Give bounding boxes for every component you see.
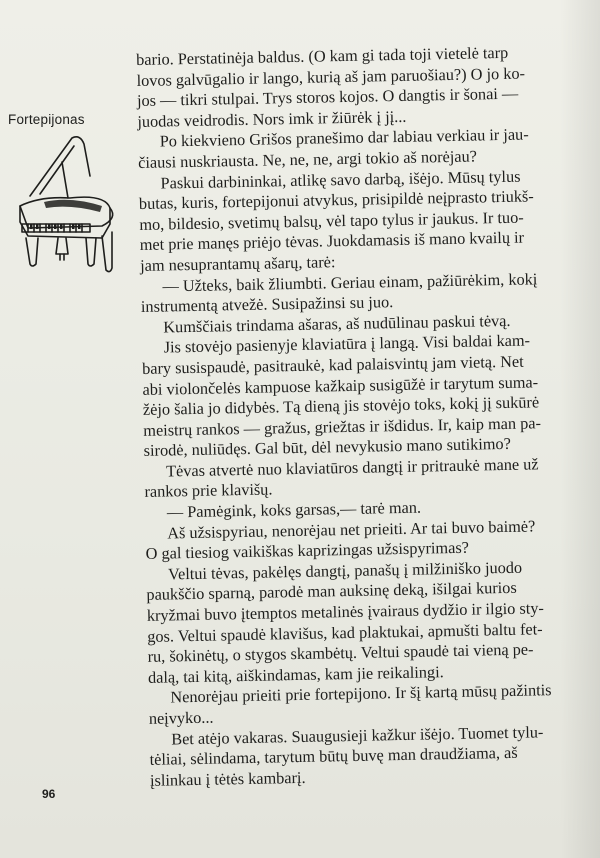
text-line: Veltui tėvas, pakėlęs dangtį, panašų į milžiniško juodo (167, 557, 523, 584)
text-line: rankos prie klavišų. (144, 479, 273, 502)
text-line: Tėvas atvertė nuo klaviatūros dangtį ir pritraukė mane už (165, 454, 539, 481)
text-line: neįvyko... (148, 707, 214, 728)
margin-label: Fortepijonas (8, 112, 85, 127)
text-line: Jis stovėjo pasienyje klaviatūra į langą. Visi baldai kam- (163, 330, 531, 357)
text-line: paukščio sparną, parodė man auksinę deką, išilgai kurios (146, 578, 517, 605)
text-line: Aš užsispyriau, nenorėjau net prieiti. Ar tai buvo baimė? (167, 516, 536, 543)
text-line: jam nesuprantamų ašarų, tarė: (139, 252, 336, 275)
text-line: juodas veidrodis. Nors imk ir žiūrėk į jį... (137, 106, 407, 131)
text-line: — Pamėgink, koks garsas,— tarė man. (166, 497, 422, 522)
text-line: žėjo šalia jo didybės. Tą dieną jis stovėjo toks, kokį jį sukūrė (142, 392, 540, 420)
text-line: met prie manęs priėjo tėvas. Juokdamasis iš mano kvailų ir (139, 227, 525, 255)
text-line: butas, kuris, fortepijonui atvykus, prisipildė neįprasto triukš- (138, 186, 534, 214)
text-line: ru, šokinėtų, o stygos skambėtų. Veltui spaudė tai vieną pe- (147, 639, 534, 667)
text-line: gos. Veltui spaudė klavišus, kad plaktukai, apmušti baltu fet- (147, 618, 543, 646)
text-line: jos — tikri stulpai. Trys storos kojos. O dangtis ir šonai — (136, 83, 519, 111)
text-line: lovos galvūgalio ir lango, kurią aš jam paruošiau?) O jo ko- (136, 63, 526, 90)
text-line: abi violončelės kampuose kažkaip susigūžė ir tarytum suma- (142, 371, 539, 399)
text-line: dalą, tai kitą, aiškindamas, kam jie reikalingi. (147, 662, 444, 687)
text-line: — Užteks, baik žliumbti. Geriau einam, pažiūrėkim, kokį (162, 268, 538, 296)
text-line: Po kiekvieno Grišos pranešimo dar labiau verkiau ir jau- (159, 124, 529, 151)
text-line: Paskui darbininkai, atlikę savo darbą, išėjo. Mūsų tylus (160, 166, 521, 193)
text-line: instrumentą atvežė. Susipažinsi su juo. (140, 292, 394, 317)
text-line: kryžmai buvo įtemptos metalinės įvairaus dydžio ir ilgio sty- (146, 598, 544, 625)
text-line: bario. Perstatinėja baldus. (O kam gi tada toji vietelė tarp (136, 42, 509, 69)
text-line: Nenorėjau prieiti prie fortepijono. Ir šį kartą mūsų pažintis (170, 680, 552, 707)
piano-illustration (10, 136, 125, 276)
text-line: bary susispaudė, pasitraukė, kad palaisvintų jam vietą. Net (141, 351, 524, 378)
page-number: 96 (42, 787, 56, 801)
text-line: įslinkau į tėtės kambarį. (149, 767, 306, 790)
text-line: čiausi nuskriausta. Ne, ne, ne, argi tokio aš norėjau? (137, 146, 478, 172)
body-text (136, 41, 600, 791)
text-line: sirodė, nuliūdęs. Gal būt, dėl nevykusio mano sutikimo? (143, 434, 511, 461)
text-line: tėliai, sėlindama, tarytum būtų buvę man draudžiama, aš (149, 742, 518, 770)
text-line: Kumščiais trindama ašaras, aš nudūlinau paskui tėvą. (163, 310, 511, 337)
grand-piano-icon (10, 136, 125, 276)
text-line: O gal tiesiog vaikiškas kaprizingas užsispyrimas? (145, 537, 470, 564)
text-line: meistrų rankos — gražus, griežtas ir išdidus. Ir, kaip man pa- (143, 412, 542, 440)
text-line: mo, bildesio, svetimų balsų, vėl tapo tylus ir jaukus. Ir tuo- (139, 207, 524, 234)
text-line: Bet atėjo vakaras. Suaugusieji kažkur išėjo. Tuomet tylu- (171, 721, 544, 749)
